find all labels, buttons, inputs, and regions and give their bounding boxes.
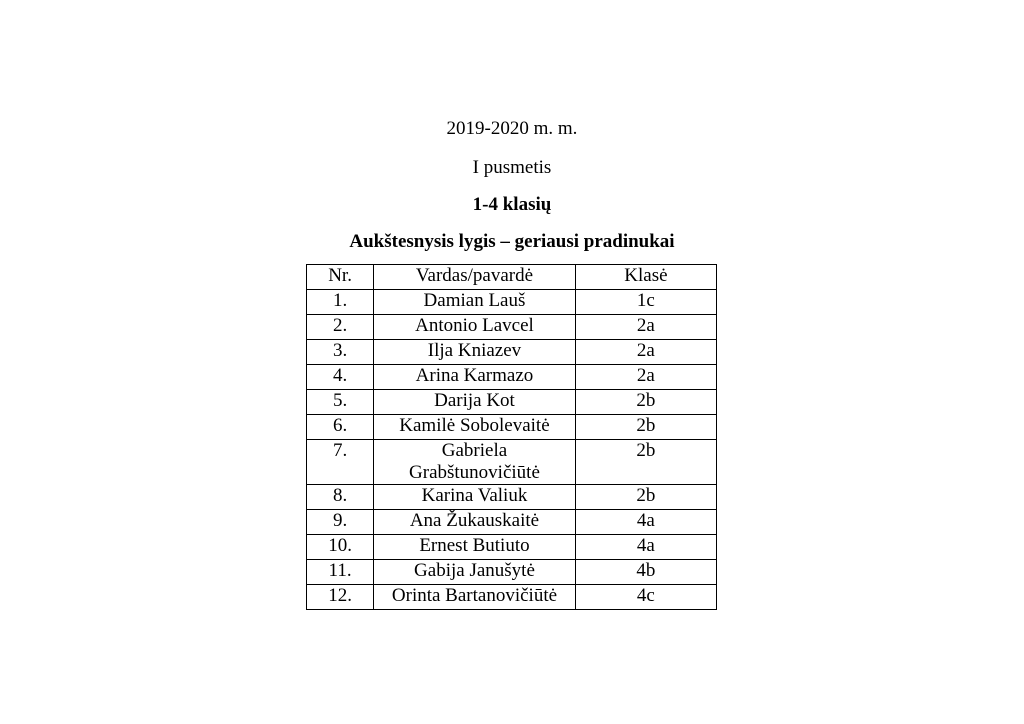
- level-title: Aukštesnysis lygis – geriausi pradinukai: [349, 231, 675, 252]
- cell-class: 4c: [575, 585, 716, 610]
- cell-class: 4b: [575, 560, 716, 585]
- classes-title: 1-4 klasių: [472, 194, 552, 215]
- cell-class: 2b: [575, 485, 716, 510]
- table-row: [307, 535, 717, 560]
- cell-name: Antonio Lavcel: [374, 315, 576, 340]
- table-row: [307, 510, 717, 535]
- cell-name: Kamilė Sobolevaitė: [374, 415, 576, 440]
- cell-name: Ana Žukauskaitė: [374, 510, 576, 535]
- cell-name: Karina Valiuk: [374, 485, 576, 510]
- cell-nr: 9.: [307, 510, 374, 535]
- table-row: [307, 560, 717, 585]
- cell-class: 2b: [575, 390, 716, 415]
- cell-class: 4a: [575, 535, 716, 560]
- table-row: [307, 415, 717, 440]
- table-row: [307, 290, 717, 315]
- table-row: [307, 315, 717, 340]
- cell-name: Darija Kot: [374, 390, 576, 415]
- cell-nr: 2.: [307, 315, 374, 340]
- cell-nr: 3.: [307, 340, 374, 365]
- cell-class: 2b: [575, 415, 716, 440]
- cell-nr: 11.: [307, 560, 374, 585]
- table-row: [307, 440, 717, 485]
- cell-class: 2b: [575, 440, 716, 485]
- header-name: Vardas/pavardė: [374, 265, 576, 290]
- cell-class: 4a: [575, 510, 716, 535]
- table-row: [307, 340, 717, 365]
- table-row: [307, 485, 717, 510]
- cell-class: 1c: [575, 290, 716, 315]
- school-year: 2019-2020 m. m.: [446, 118, 578, 139]
- table-row: [307, 390, 717, 415]
- cell-name: Ilja Kniazev: [374, 340, 576, 365]
- cell-name: Gabriela Grabštunovičiūtė: [374, 440, 576, 485]
- table-row: [307, 585, 717, 610]
- cell-class: 2a: [575, 315, 716, 340]
- cell-nr: 12.: [307, 585, 374, 610]
- table-row: [307, 365, 717, 390]
- cell-nr: 6.: [307, 415, 374, 440]
- cell-nr: 5.: [307, 390, 374, 415]
- cell-class: 2a: [575, 340, 716, 365]
- cell-nr: 10.: [307, 535, 374, 560]
- header-nr: Nr.: [307, 265, 374, 290]
- header-class: Klasė: [575, 265, 716, 290]
- cell-nr: 4.: [307, 365, 374, 390]
- cell-nr: 1.: [307, 290, 374, 315]
- results-body: [307, 290, 717, 610]
- cell-class: 2a: [575, 365, 716, 390]
- cell-name: Gabija Janušytė: [374, 560, 576, 585]
- term-title: I pusmetis: [472, 157, 552, 178]
- results-table: [306, 264, 717, 610]
- cell-nr: 8.: [307, 485, 374, 510]
- cell-name: Arina Karmazo: [374, 365, 576, 390]
- cell-name: Ernest Butiuto: [374, 535, 576, 560]
- cell-name: Orinta Bartanovičiūtė: [374, 585, 576, 610]
- cell-name: Damian Lauš: [374, 290, 576, 315]
- table-header-row: [307, 265, 717, 290]
- cell-nr: 7.: [307, 440, 374, 485]
